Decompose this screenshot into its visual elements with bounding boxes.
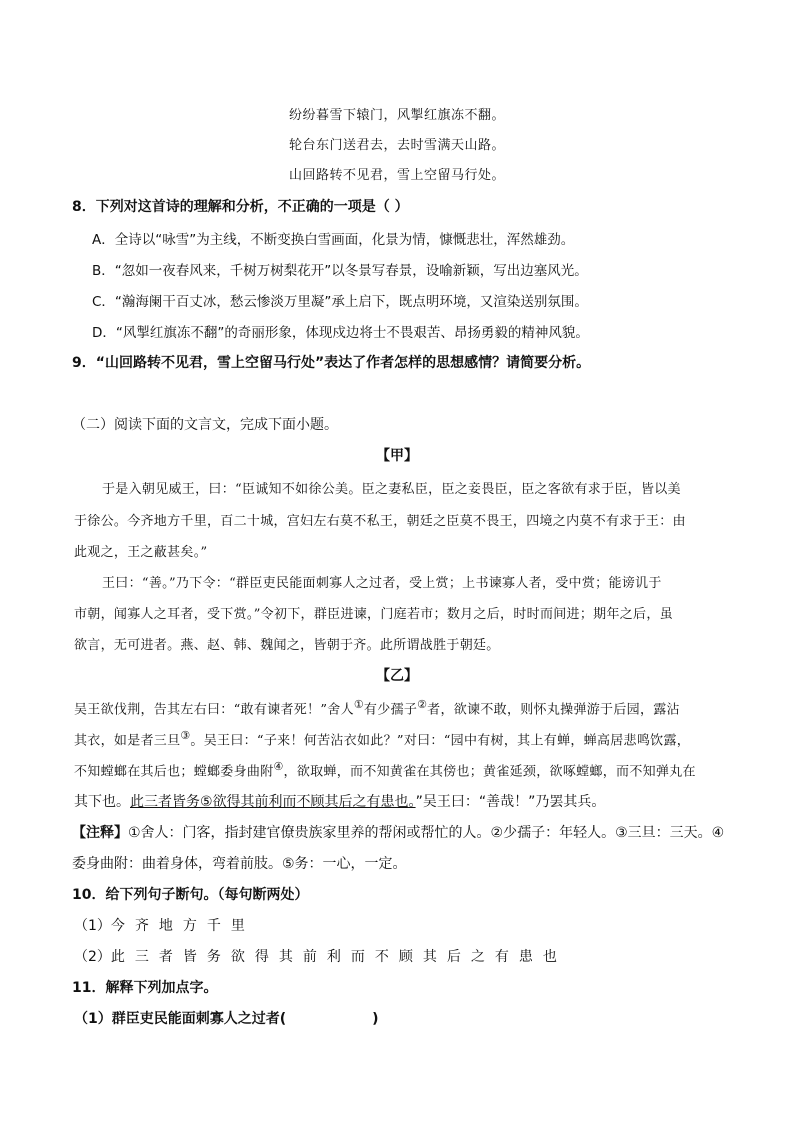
text-segment: 欲得其前利而不顾其后之有患也。 [212, 794, 416, 810]
question-10-item-2 [74, 946, 567, 966]
passage-yi-line [74, 760, 696, 779]
footnote-marker: ② [417, 698, 428, 711]
passage-yi-title: 【乙】 [376, 668, 418, 684]
question-11-stem: 11．解释下列加点字。 [72, 980, 218, 996]
item-label: （1） [74, 918, 111, 934]
passage-jia-line: 欲言，无可进者。燕、赵、韩、魏闻之，皆朝于齐。此所谓战胜于朝廷。 [74, 638, 500, 653]
sentence-to-punctuate: 此三者皆务欲得其前利而不顾其后之有患也 [110, 949, 567, 965]
item-text-end: ) [372, 1011, 379, 1027]
question-8-option-d: D．“风掣红旗冻不翻”的奇丽形象，体现戍边将士不畏艰苦、昂扬勇毅的精神风貌。 [92, 325, 589, 341]
annotation-head: 【注释】 [72, 825, 128, 841]
text-segment: 其下也。 [74, 794, 130, 810]
question-8-option-b: B．“忽如一夜春风来，千树万树梨花开”以冬景写春景，设喻新颖，写出边塞风光。 [92, 263, 588, 279]
question-11-item-1 [74, 1008, 379, 1028]
passage-jia-line: 于是入朝见威王，曰：“臣诚知不如徐公美。臣之妻私臣，臣之妾畏臣，臣之客欲有求于臣，皆以美 [102, 482, 681, 497]
annotation-text: ①舍人：门客，指封建官僚贵族家里养的帮闲或帮忙的人。②少孺子：年轻人。③三旦：三天。④ [128, 825, 725, 841]
text-segment: 不知螳螂在其后也；螳螂委身曲附 [74, 764, 274, 780]
poem-line-3: 山回路转不见君，雪上空留马行处。 [288, 168, 505, 183]
text-segment: ”吴王曰：“善哉！”乃罢其兵。 [415, 794, 606, 810]
passage-yi-line [74, 791, 605, 811]
footnote-marker: ④ [273, 760, 284, 773]
question-10-item-1 [74, 915, 255, 935]
question-8-option-a: A．全诗以“咏雪”为主线，不断变换白雪画面，化景为情，慷慨悲壮，浑然雄劲。 [92, 232, 575, 248]
question-9: 9．“山回路转不见君，雪上空留马行处”表达了作者怎样的思想感情？请简要分析。 [72, 355, 591, 371]
text-segment: 吴王欲伐荆，告其左右曰：“敢有谏者死！”舍人 [74, 702, 354, 718]
question-8-option-c: C．“瀚海阑干百丈冰，愁云惨淡万里凝”承上启下，既点明环境，又渲染送别氛围。 [92, 294, 588, 310]
text-segment: 者，欲谏不敢，则怀丸操弹游于后园，露沾 [427, 702, 680, 718]
passage-jia-line: 王曰：“善。”乃下令：“群臣吏民能面刺寡人之过者，受上赏；上书谏寡人者，受中赏；能谤讥于 [102, 576, 662, 591]
poem-line-2: 轮台东门送君去，去时雪满天山路。 [288, 138, 505, 153]
text-segment: 此三者皆务 [130, 794, 200, 810]
underlined-sentence [130, 794, 416, 810]
poem-line-1: 纷纷暮雪下辕门，风掣红旗冻不翻。 [288, 108, 505, 123]
passage-yi-line [74, 729, 690, 748]
section-heading: （二）阅读下面的文言文，完成下面小题。 [72, 417, 338, 433]
item-text: （1）群臣吏民能面刺寡人之过者( [74, 1011, 287, 1027]
text-segment: 有少孺子 [363, 702, 418, 718]
text-segment: ，欲取蝉，而不知黄雀在其傍也；黄雀延颈，欲啄螳螂，而不知弹丸在 [283, 764, 696, 780]
passage-jia-line: 此观之，王之蔽甚矣。” [74, 545, 208, 560]
text-segment: 其衣，如是者三旦 [74, 733, 181, 749]
sentence-to-punctuate: 今齐地方千里 [110, 918, 255, 934]
footnote-marker: ③ [180, 729, 191, 742]
passage-jia-line: 于徐公。今齐地方千里，百二十城，宫妇左右莫不私王，朝廷之臣莫不畏王，四境之内莫不有求于王：由 [74, 514, 686, 529]
text-segment: 。吴王曰：“子来！何苦沾衣如此？”对曰：“园中有树，其上有蝉，蝉高居悲鸣饮露， [190, 733, 691, 749]
footnote-marker: ① [353, 698, 364, 711]
annotation-line: 委身曲附：曲着身体，弯着前肢。⑤务：一心，一定。 [72, 856, 407, 872]
question-8-stem: 8．下列对这首诗的理解和分析，不正确的一项是（ ） [72, 199, 409, 215]
passage-jia-line: 市朝，闻寡人之耳者，受下赏。”令初下，群臣进谏，门庭若市；数月之后，时时而间进；期年之后，虽 [74, 607, 673, 622]
passage-yi-line [74, 698, 680, 717]
annotation-line [72, 822, 724, 842]
question-10-stem: 10．给下列句子断句。（每句断两处） [72, 887, 309, 903]
footnote-marker: ⑤ [200, 794, 213, 810]
item-label: （2） [74, 949, 111, 965]
passage-jia-title: 【甲】 [376, 448, 418, 464]
